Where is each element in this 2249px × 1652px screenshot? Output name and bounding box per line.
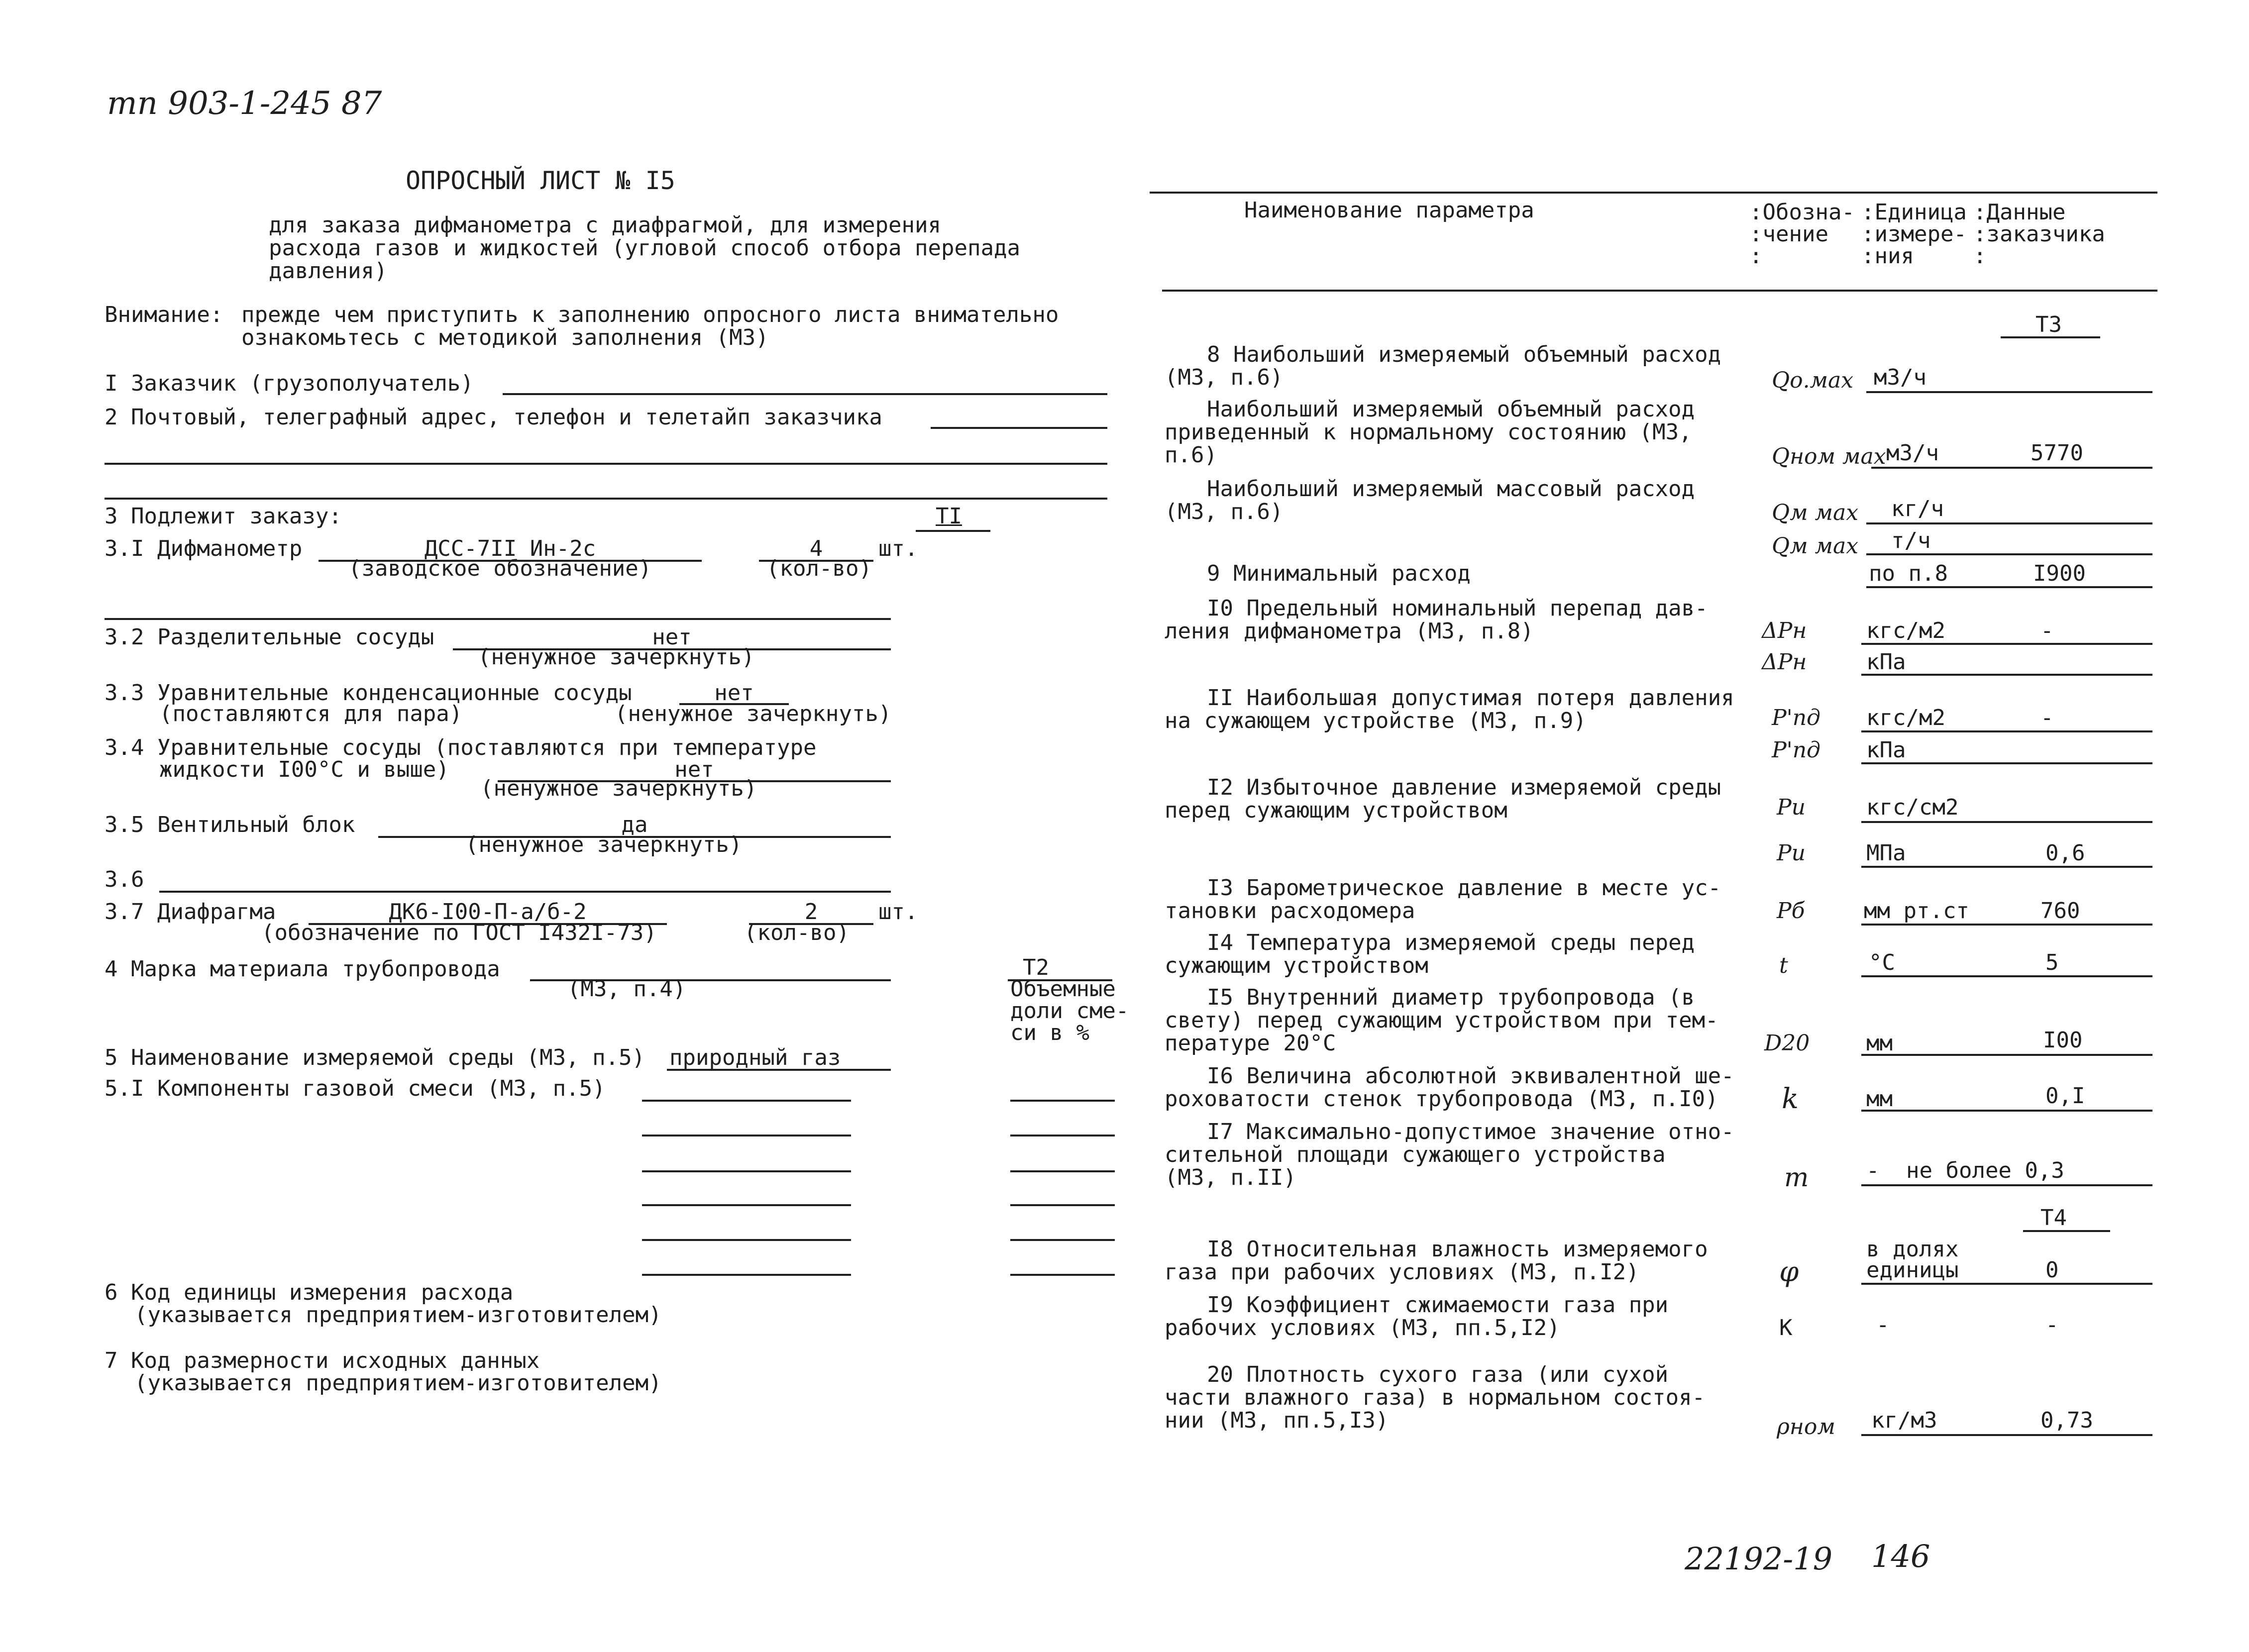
field-37-label: 3.7 Диафрагма bbox=[105, 899, 276, 925]
row-13-line bbox=[1861, 924, 2152, 926]
row-9-value[interactable]: I900 bbox=[2033, 561, 2086, 586]
row-8b-label-2: приведенный к нормальному состоянию (МЗ, bbox=[1165, 419, 1692, 445]
row-10-symbol-2: ΔPн bbox=[1762, 649, 1807, 675]
row-9-unit: по п.8 bbox=[1869, 561, 1948, 586]
row-20-line bbox=[1861, 1434, 2152, 1436]
field-31-label: 3.I Дифманометр bbox=[105, 536, 303, 561]
fraction-line-5[interactable] bbox=[1010, 1239, 1115, 1241]
row-9-label: 9 Минимальный расход bbox=[1207, 561, 1471, 586]
row-8-label-1: 8 Наибольший измеряемый объемный расход bbox=[1207, 342, 1721, 367]
row-18-unit-2: единицы bbox=[1866, 1257, 1959, 1283]
row-17-label-2: сительной площади сужающего устройства bbox=[1165, 1142, 1666, 1167]
field-37-unit: шт. bbox=[878, 899, 918, 925]
row-8-label-2: (МЗ, п.6) bbox=[1165, 365, 1284, 390]
row-8-line[interactable] bbox=[1866, 391, 2152, 393]
row-8b-line bbox=[1871, 467, 2152, 469]
row-11-symbol-2: P'пд bbox=[1772, 737, 1821, 763]
field-35-hint: (ненужное зачеркнуть) bbox=[465, 832, 743, 857]
field-31-hint: (заводское обозначение) bbox=[348, 556, 652, 581]
row-8b-symbol: Qном мах bbox=[1772, 444, 1886, 469]
attention-line-1: прежде чем приступить к заполнению опросного листа внимательно bbox=[241, 302, 1059, 327]
row-8b-label-1: Наибольший измеряемый объемный расход bbox=[1207, 397, 1695, 422]
row-19-label-1: I9 Коэффициент сжимаемости газа при bbox=[1207, 1292, 1669, 1318]
row-16-symbol: k bbox=[1782, 1083, 1799, 1115]
field-32-hint: (ненужное зачеркнуть) bbox=[478, 644, 755, 670]
col-symbol-header-3: : bbox=[1749, 243, 1763, 269]
row-13-value[interactable]: 760 bbox=[2040, 898, 2080, 924]
row-14-label-1: I4 Температура измеряемой среды перед bbox=[1207, 930, 1695, 955]
field-34-hint: (ненужное зачеркнуть) bbox=[480, 776, 757, 801]
field-37-qty[interactable]: 2 bbox=[804, 899, 818, 925]
row-14-line bbox=[1861, 975, 2152, 977]
t3-tag: T3 bbox=[2035, 312, 2062, 337]
row-18-symbol: φ bbox=[1779, 1256, 1799, 1288]
row-11-label-2: на сужающем устройстве (МЗ, п.9) bbox=[1165, 708, 1587, 733]
row-18-label-1: I8 Относительная влажность измеряемого bbox=[1207, 1237, 1708, 1262]
component-line-1[interactable] bbox=[642, 1100, 851, 1102]
row-10-label-2: ления дифманометра (МЗ, п.8) bbox=[1165, 619, 1534, 644]
row-11-label-1: II Наибольшая допустимая потеря давления bbox=[1207, 685, 1734, 711]
row-15-label-3: пературе 20°C bbox=[1165, 1031, 1336, 1056]
row-8-symbol: Qо.мах bbox=[1772, 368, 1854, 393]
page-number: 146 bbox=[1871, 1538, 1930, 1574]
row-12-line-2 bbox=[1861, 866, 2152, 868]
field-7-hint: (указывается предприятием-изготовителем) bbox=[134, 1370, 662, 1396]
row-20-label-1: 20 Плотность сухого газа (или сухой bbox=[1207, 1362, 1669, 1387]
row-20-label-2: части влажного газа) в нормальном состоя- bbox=[1165, 1385, 1706, 1410]
col-data-header-2: :заказчика bbox=[1973, 221, 2105, 247]
row-11-symbol-1: P'пд bbox=[1772, 705, 1821, 730]
col-symbol-header-2: :чение bbox=[1749, 221, 1828, 247]
t2-hint-2: доли сме- bbox=[1010, 998, 1129, 1024]
t3-line bbox=[2001, 336, 2100, 338]
row-10-unit-1: кгс/м2 bbox=[1866, 618, 1945, 643]
row-20-label-3: нии (МЗ, пп.5,I3) bbox=[1165, 1408, 1389, 1433]
row-9-line bbox=[1866, 586, 2152, 588]
field-31-unit: шт. bbox=[878, 536, 918, 561]
row-12-label-1: I2 Избыточное давление измеряемой среды bbox=[1207, 775, 1721, 800]
field-31-qty[interactable]: 4 bbox=[809, 536, 823, 561]
row-16-value[interactable]: 0,I bbox=[2045, 1083, 2085, 1109]
row-11-unit-2: кПа bbox=[1866, 737, 1906, 763]
fraction-line-3[interactable] bbox=[1010, 1170, 1115, 1172]
row-14-value[interactable]: 5 bbox=[2045, 950, 2059, 975]
row-15-label-2: свету) перед сужающим устройством при тем- bbox=[1165, 1008, 1718, 1033]
subtitle-line-2: расхода газов и жидкостей (угловой способ отбора перепада bbox=[269, 235, 1020, 261]
row-8c-line-1[interactable] bbox=[1866, 522, 2152, 524]
row-12-value-2[interactable]: 0,6 bbox=[2045, 840, 2085, 866]
row-20-value[interactable]: 0,73 bbox=[2040, 1408, 2093, 1433]
field-33-sub: (поставляются для пара) bbox=[159, 701, 463, 726]
row-12-unit-1: кгс/см2 bbox=[1866, 795, 1959, 820]
row-12-symbol-2: Pи bbox=[1777, 840, 1806, 866]
attention-line-2: ознакомьтесь с методикой заполнения (МЗ) bbox=[241, 325, 769, 350]
row-13-symbol: Pб bbox=[1777, 898, 1805, 924]
field-31-extra-line[interactable] bbox=[105, 618, 891, 620]
row-20-symbol: ρном bbox=[1777, 1414, 1835, 1440]
row-13-label-1: I3 Барометрическое давление в месте ус- bbox=[1207, 875, 1721, 901]
row-8b-unit: м3/ч bbox=[1886, 440, 1939, 466]
field-3-label: 3 Подлежит заказу: bbox=[105, 504, 342, 529]
row-10-value-1[interactable]: - bbox=[2040, 618, 2054, 643]
row-16-label-1: I6 Величина абсолютной эквивалентной ше- bbox=[1207, 1063, 1734, 1089]
field-2-line-a[interactable] bbox=[931, 427, 1107, 429]
field-6-label: 6 Код единицы измерения расхода bbox=[105, 1280, 514, 1305]
field-5-line bbox=[667, 1069, 891, 1071]
field-1-line[interactable] bbox=[503, 393, 1107, 395]
col-data-header-3: : bbox=[1973, 243, 1987, 269]
row-11-line-2[interactable] bbox=[1861, 762, 2152, 764]
row-14-label-2: сужающим устройством bbox=[1165, 953, 1428, 978]
row-13-unit: мм рт.ст bbox=[1864, 898, 1969, 924]
field-31-value[interactable]: ДСС-7II Ин-2с bbox=[424, 536, 596, 561]
row-8b-label-3: п.6) bbox=[1165, 442, 1217, 468]
row-12-line-1[interactable] bbox=[1861, 821, 2152, 823]
t4-tag: T4 bbox=[2040, 1205, 2067, 1231]
row-10-unit-2: кПа bbox=[1866, 649, 1906, 675]
t1-line bbox=[916, 530, 990, 532]
field-5-label: 5 Наименование измеряемой среды (МЗ, п.5) bbox=[105, 1045, 645, 1070]
field-1-label: I Заказчик (грузополучатель) bbox=[105, 371, 474, 396]
field-34-label: 3.4 Уравнительные сосуды (поставляются при температуре bbox=[105, 735, 817, 760]
row-15-value[interactable]: I00 bbox=[2043, 1028, 2083, 1053]
row-13-label-2: тановки расходомера bbox=[1165, 898, 1415, 924]
row-12-unit-2: МПа bbox=[1866, 840, 1906, 866]
field-32-value[interactable]: нет bbox=[652, 624, 692, 650]
row-18-label-2: газа при рабочих условиях (МЗ, п.I2) bbox=[1165, 1259, 1639, 1285]
field-36-line[interactable] bbox=[159, 891, 891, 893]
field-2-line-c[interactable] bbox=[105, 498, 1107, 500]
col-symbol-header-1: :Обозна- bbox=[1749, 200, 1855, 225]
row-8c-line-2[interactable] bbox=[1866, 553, 2152, 555]
component-line-5[interactable] bbox=[642, 1239, 851, 1241]
field-33-label: 3.3 Уравнительные конденсационные сосуды bbox=[105, 680, 632, 706]
field-37-qty-hint: (кол-во) bbox=[744, 920, 850, 945]
row-11-unit-1: кгс/м2 bbox=[1866, 705, 1945, 730]
row-11-line-1 bbox=[1861, 730, 2152, 732]
row-8c-unit-1: кг/ч bbox=[1891, 496, 1944, 521]
row-10-label-1: I0 Предельный номинальный перепад дав- bbox=[1207, 596, 1708, 621]
row-16-unit: мм bbox=[1866, 1086, 1893, 1112]
row-18-line bbox=[1861, 1283, 2152, 1285]
row-8b-value[interactable]: 5770 bbox=[2031, 440, 2083, 466]
field-31-qty-hint: (кол-во) bbox=[766, 556, 872, 581]
document-stamp: тп 903-1-245 87 bbox=[107, 85, 382, 122]
field-51-label: 5.I Компоненты газовой смеси (МЗ, п.5) bbox=[105, 1076, 606, 1101]
row-18-unit-1: в долях bbox=[1866, 1237, 1959, 1262]
field-37-hint: (обозначение по ГОСТ I432I-73) bbox=[261, 920, 657, 945]
t2-hint-3: си в % bbox=[1010, 1020, 1089, 1045]
row-14-unit: °C bbox=[1869, 950, 1895, 975]
page-title: ОПРОСНЫЙ ЛИСТ № I5 bbox=[406, 166, 675, 195]
row-10-symbol-1: ΔPн bbox=[1762, 618, 1807, 643]
row-14-symbol: t bbox=[1779, 953, 1788, 978]
fraction-line-2[interactable] bbox=[1010, 1135, 1115, 1136]
field-6-hint: (указывается предприятием-изготовителем) bbox=[134, 1302, 662, 1328]
component-line-2[interactable] bbox=[642, 1135, 851, 1136]
col-unit-header-2: :измере- bbox=[1861, 221, 1967, 247]
field-5-value[interactable]: природный газ bbox=[669, 1045, 841, 1070]
subtitle-line-1: для заказа дифманометра с диафрагмой, для измерения bbox=[269, 212, 942, 238]
row-8c-label-2: (МЗ, п.6) bbox=[1165, 499, 1284, 524]
row-17-symbol: m bbox=[1784, 1163, 1809, 1193]
row-16-label-2: роховатости стенок трубопровода (МЗ, п.I0) bbox=[1165, 1086, 1718, 1112]
row-8c-symbol-2: Qм мах bbox=[1772, 533, 1859, 559]
fraction-line-6[interactable] bbox=[1010, 1274, 1115, 1276]
component-line-6[interactable] bbox=[642, 1274, 851, 1276]
row-19-value[interactable]: - bbox=[2045, 1312, 2059, 1338]
field-34-label-2: жидкости I00°C и выше) bbox=[159, 757, 449, 782]
field-7-label: 7 Код размерности исходных данных bbox=[105, 1348, 540, 1373]
field-2-line-b[interactable] bbox=[105, 463, 1107, 465]
field-37-value[interactable]: ДК6-I00-П-а/б-2 bbox=[389, 899, 587, 925]
fraction-line-1[interactable] bbox=[1010, 1100, 1115, 1102]
row-15-unit: мм bbox=[1866, 1031, 1893, 1056]
fraction-line-4[interactable] bbox=[1010, 1204, 1115, 1206]
table-top-rule bbox=[1150, 192, 2157, 194]
field-33-hint: (ненужное зачеркнуть) bbox=[615, 701, 892, 726]
attention-label: Внимание: bbox=[105, 302, 223, 327]
row-8c-label-1: Наибольший измеряемый массовый расход bbox=[1207, 476, 1695, 502]
row-18-value[interactable]: 0 bbox=[2045, 1257, 2059, 1283]
row-19-unit: - bbox=[1876, 1312, 1890, 1338]
row-11-value-1[interactable]: - bbox=[2040, 705, 2054, 730]
row-12-symbol-1: Pи bbox=[1777, 795, 1806, 820]
row-19-symbol: K bbox=[1779, 1315, 1793, 1341]
component-line-3[interactable] bbox=[642, 1170, 851, 1172]
row-8-unit: м3/ч bbox=[1874, 365, 1927, 390]
t1-tag: TI bbox=[936, 504, 962, 529]
component-line-4[interactable] bbox=[642, 1204, 851, 1206]
row-17-value[interactable]: не более 0,3 bbox=[1906, 1158, 2064, 1183]
row-17-unit: - bbox=[1866, 1158, 1880, 1183]
row-8c-symbol-1: Qм мах bbox=[1772, 500, 1859, 525]
table-header-rule bbox=[1162, 290, 2157, 292]
field-33-value[interactable]: нет bbox=[714, 680, 754, 706]
t2-hint-1: Объемные bbox=[1010, 976, 1116, 1002]
field-4-hint: (МЗ, п.4) bbox=[567, 976, 686, 1002]
col-parameter-header: Наименование параметра bbox=[1244, 198, 1534, 223]
row-20-unit: кг/м3 bbox=[1871, 1408, 1937, 1433]
row-10-line-2[interactable] bbox=[1861, 674, 2152, 676]
col-unit-header-3: :ния bbox=[1861, 243, 1914, 269]
subtitle-line-3: давления) bbox=[269, 258, 388, 284]
t4-line bbox=[2023, 1230, 2110, 1232]
field-34-value[interactable]: нет bbox=[674, 757, 714, 782]
row-16-line bbox=[1861, 1110, 2152, 1112]
t2-tag: T2 bbox=[1023, 955, 1049, 980]
field-2-label: 2 Почтовый, телеграфный адрес, телефон и телетайп заказчика bbox=[105, 405, 882, 430]
row-17-line bbox=[1861, 1184, 2152, 1186]
row-10-line-1 bbox=[1861, 643, 2152, 645]
col-data-header-1: :Данные bbox=[1973, 200, 2066, 225]
field-4-label: 4 Марка материала трубопровода bbox=[105, 956, 500, 982]
row-12-label-2: перед сужающим устройством bbox=[1165, 798, 1507, 823]
field-32-label: 3.2 Разделительные сосуды bbox=[105, 624, 434, 650]
document-number: 22192-19 bbox=[1685, 1541, 1833, 1577]
row-15-line bbox=[1861, 1054, 2152, 1056]
field-35-label: 3.5 Вентильный блок bbox=[105, 812, 355, 837]
row-15-symbol: D20 bbox=[1764, 1031, 1810, 1056]
row-8c-unit-2: т/ч bbox=[1891, 528, 1931, 553]
col-unit-header-1: :Единица bbox=[1861, 200, 1967, 225]
row-19-label-2: рабочих условиях (МЗ, пп.5,I2) bbox=[1165, 1315, 1560, 1341]
field-35-value[interactable]: да bbox=[621, 812, 648, 837]
row-15-label-1: I5 Внутренний диаметр трубопровода (в bbox=[1207, 985, 1695, 1010]
row-17-label-3: (МЗ, п.II) bbox=[1165, 1165, 1296, 1190]
row-17-label-1: I7 Максимально-допустимое значение отно- bbox=[1207, 1119, 1734, 1144]
field-36-label: 3.6 bbox=[105, 867, 144, 892]
